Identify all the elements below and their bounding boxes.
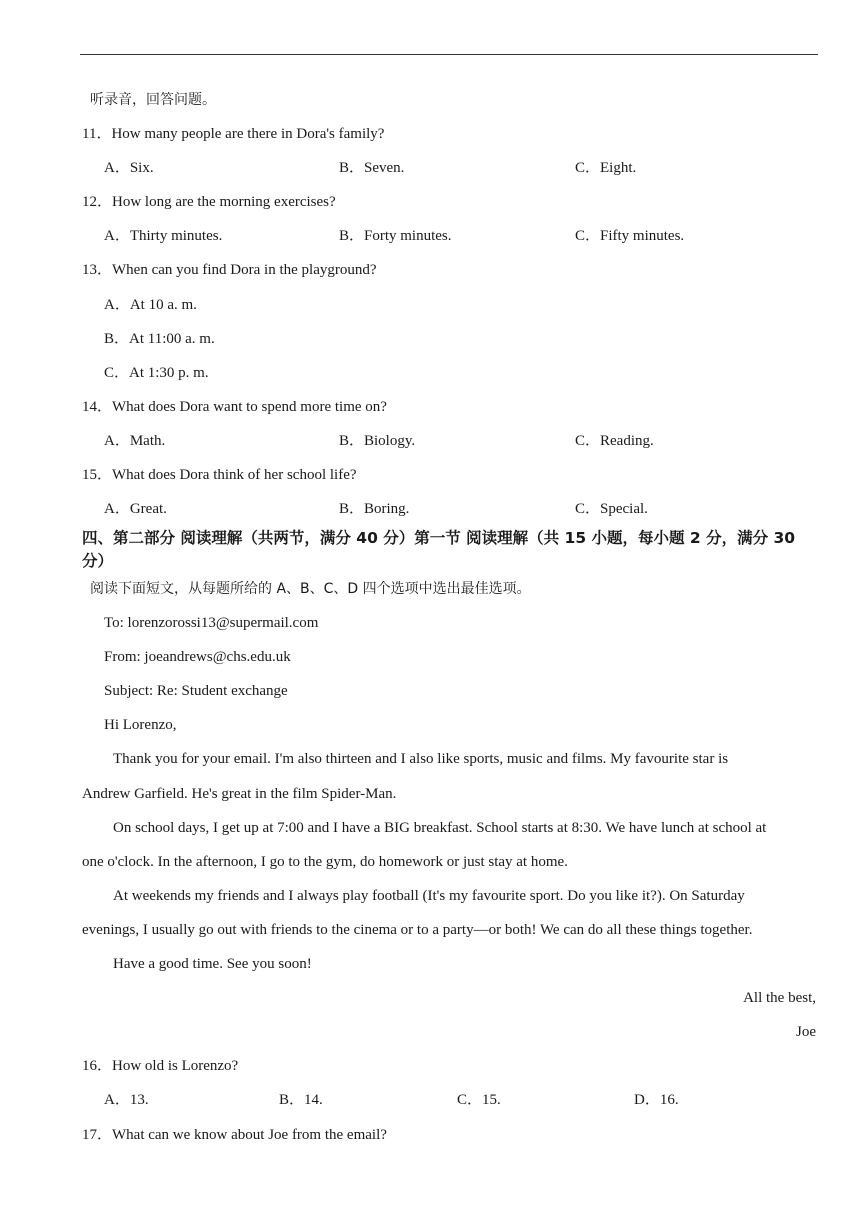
q12-option-a: A．Thirty minutes. xyxy=(104,228,223,244)
email-paragraph-2-line-1: On school days, I get up at 7:00 and I have a BIG breakfast. School starts at 8:30. We have lunch at school at xyxy=(113,820,767,836)
email-paragraph-1-line-1: Thank you for your email. I'm also thirteen and I also like sports, music and films. My favourite star is xyxy=(113,751,729,767)
email-greeting: Hi Lorenzo, xyxy=(104,717,177,733)
q16-option-a: A．13. xyxy=(104,1092,149,1108)
q15-option-b: B．Boring. xyxy=(339,501,410,517)
email-paragraph-3-line-1: At weekends my friends and I always play football (It's my favourite sport. Do you like it?). On Saturday xyxy=(113,888,745,904)
email-paragraph-4: Have a good time. See you soon! xyxy=(113,956,312,972)
email-paragraph-1-line-2: Andrew Garfield. He's great in the film Spider-Man. xyxy=(82,786,397,802)
listening-instruction: 听录音，回答问题。 xyxy=(90,92,216,108)
email-subject: Subject: Re: Student exchange xyxy=(104,683,288,699)
question-13: 13．When can you find Dora in the playground? xyxy=(82,262,377,278)
email-paragraph-3-line-2: evenings, I usually go out with friends to the cinema or to a party—or both! We can do all these things together. xyxy=(82,922,753,938)
email-paragraph-2-line-2: one o'clock. In the afternoon, I go to the gym, do homework or just stay at home. xyxy=(82,854,568,870)
q16-option-b: B．14. xyxy=(279,1092,323,1108)
q14-option-c: C．Reading. xyxy=(575,433,654,449)
reading-instruction: 阅读下面短文，从每题所给的 A、B、C、D 四个选项中选出最佳选项。 xyxy=(90,581,531,597)
header-rule xyxy=(80,54,818,55)
q16-option-c: C．15. xyxy=(457,1092,501,1108)
q15-option-c: C．Special. xyxy=(575,501,648,517)
question-16: 16．How old is Lorenzo? xyxy=(82,1058,239,1074)
q13-option-b: B．At 11:00 a. m. xyxy=(104,331,215,347)
question-15: 15．What does Dora think of her school life? xyxy=(82,467,357,483)
q15-option-a: A．Great. xyxy=(104,501,167,517)
q11-option-b: B．Seven. xyxy=(339,160,405,176)
email-signature: Joe xyxy=(796,1024,816,1040)
question-12: 12．How long are the morning exercises? xyxy=(82,194,336,210)
q11-option-a: A．Six. xyxy=(104,160,154,176)
q12-option-b: B．Forty minutes. xyxy=(339,228,452,244)
email-closing: All the best, xyxy=(743,990,816,1006)
question-14: 14．What does Dora want to spend more time on? xyxy=(82,399,387,415)
email-from: From: joeandrews@chs.edu.uk xyxy=(104,649,291,665)
q12-option-c: C．Fifty minutes. xyxy=(575,228,685,244)
q14-option-a: A．Math. xyxy=(104,433,166,449)
q14-option-b: B．Biology. xyxy=(339,433,416,449)
q13-option-c: C．At 1:30 p. m. xyxy=(104,365,209,381)
q11-option-c: C．Eight. xyxy=(575,160,637,176)
q16-option-d: D．16. xyxy=(634,1092,679,1108)
q13-option-a: A．At 10 a. m. xyxy=(104,297,197,313)
section-heading: 四、第二部分 阅读理解（共两节，满分 40 分）第一节 阅读理解（共 15 小题，每小题 2 分，满分 30 分） xyxy=(82,529,796,570)
question-17: 17．What can we know about Joe from the email? xyxy=(82,1127,387,1143)
email-to: To: lorenzorossi13@supermail.com xyxy=(104,615,319,631)
question-11: 11．How many people are there in Dora's family? xyxy=(82,126,385,142)
